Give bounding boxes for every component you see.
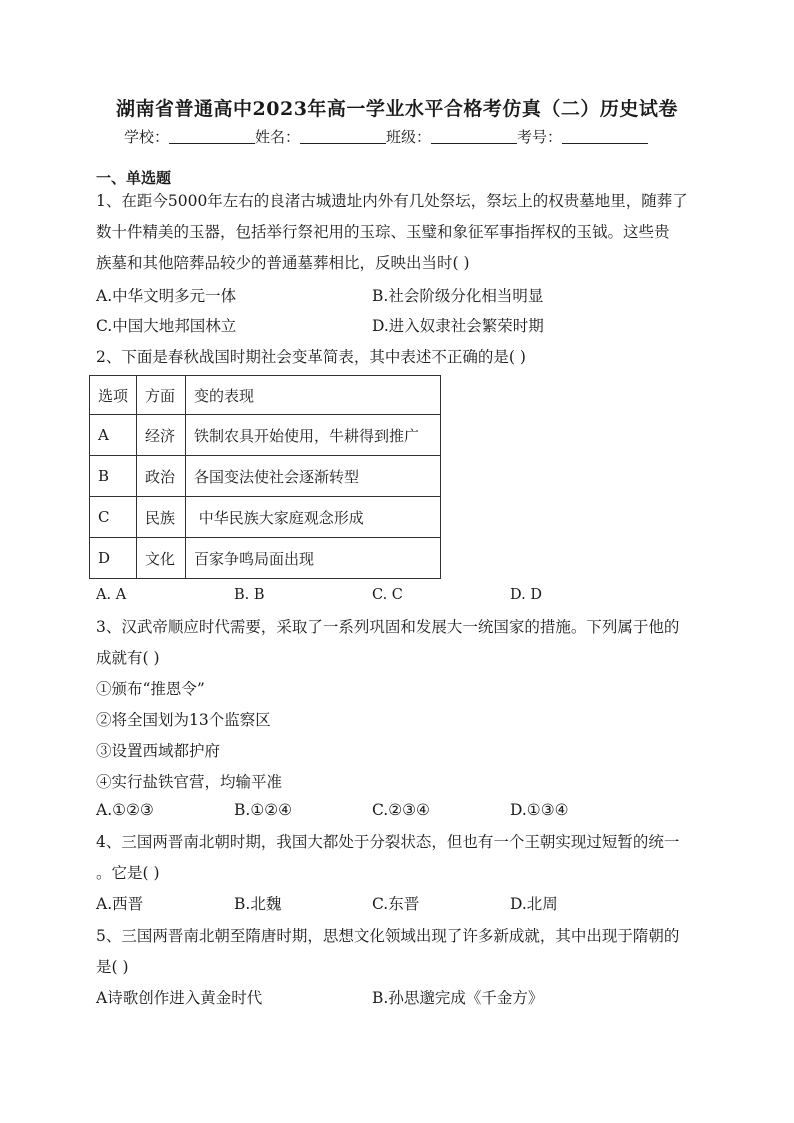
- q1-option-d: D.进入奴隶社会繁荣时期: [372, 317, 544, 335]
- q2-table: [89, 375, 441, 579]
- q2-option-a: A. A: [96, 587, 127, 603]
- q3-item: ①颁布“推恩令”: [96, 680, 205, 698]
- q3-item: ③设置西域都护府: [96, 742, 221, 760]
- table-row: [90, 497, 441, 538]
- class-blank: [431, 129, 517, 144]
- table-cell: 经济: [137, 415, 186, 456]
- q1-option-c: C.中国大地邦国林立: [96, 317, 237, 335]
- q3-option-c: C.②③④: [372, 801, 430, 819]
- table-cell: A: [90, 415, 137, 456]
- q4-option-c: C.东晋: [372, 895, 420, 913]
- table-header-cell: 变的表现: [186, 376, 441, 415]
- q5-stem-line: 5、三国两晋南北朝至隋唐时期，思想文化领域出现了许多新成就，其中出现于隋朝的: [96, 927, 680, 945]
- q2-option-d: D. D: [510, 587, 542, 603]
- q3-stem-line: 3、汉武帝顺应时代需要，采取了一系列巩固和发展大一统国家的措施。下列属于他的: [96, 618, 680, 636]
- section-title: 一、单选题: [96, 169, 172, 187]
- q1-stem-line: 1、在距今5000年左右的良渚古城遗址内外有几处祭坛，祭坛上的权贵墓地里，随葬了: [96, 192, 688, 210]
- table-cell: 民族: [137, 497, 186, 538]
- q1-option-b: B.社会阶级分化相当明显: [372, 287, 544, 305]
- q1-stem-line: 数十件精美的玉器，包括举行祭祀用的玉琮、玉璧和象征军事指挥权的玉钺。这些贵: [96, 223, 670, 241]
- table-header-cell: 方面: [137, 376, 186, 415]
- q4-stem-line: 4、三国两晋南北朝时期，我国大都处于分裂状态，但也有一个王朝实现过短暂的统一: [96, 833, 680, 851]
- table-cell: 各国变法使社会逐渐转型: [186, 456, 441, 497]
- q3-item: ②将全国划为13个监察区: [96, 711, 271, 729]
- school-label: 学校：: [124, 128, 170, 146]
- table-header-cell: 选项: [90, 376, 137, 415]
- q3-option-d: D.①③④: [510, 801, 569, 819]
- table-cell: 中华民族大家庭观念形成: [186, 497, 441, 538]
- table-row: [90, 538, 441, 579]
- q5-option-a: A诗歌创作进入黄金时代: [96, 989, 263, 1007]
- exam-title: 湖南省普通高中2023年高一学业水平合格考仿真（二）历史试卷: [116, 98, 678, 120]
- name-blank: [300, 129, 386, 144]
- q2-option-b: B. B: [234, 587, 265, 603]
- q1-stem-line: 族墓和其他陪葬品较少的普通墓葬相比，反映出当时( ): [96, 254, 470, 272]
- q3-item: ④实行盐铁官营，均输平准: [96, 773, 283, 791]
- q2-option-c: C. C: [372, 587, 403, 603]
- table-header-row: [90, 376, 441, 415]
- q3-stem-line: 成就有( ): [96, 649, 160, 667]
- table-cell: 文化: [137, 538, 186, 579]
- table-row: [90, 415, 441, 456]
- q3-option-b: B.①②④: [234, 801, 293, 819]
- table-cell: C: [90, 497, 137, 538]
- q5-option-b: B.孙思邈完成《千金方》: [372, 989, 544, 1007]
- table-cell: 政治: [137, 456, 186, 497]
- q2-stem: 2、下面是春秋战国时期社会变革简表，其中表述不正确的是( ): [96, 348, 526, 366]
- table-cell: 百家争鸣局面出现: [186, 538, 441, 579]
- q4-option-d: D.北周: [510, 895, 558, 913]
- school-blank: [169, 129, 255, 144]
- table-row: [90, 456, 441, 497]
- student-info-row: [124, 126, 648, 147]
- name-label: 姓名：: [255, 128, 301, 146]
- class-label: 班级：: [386, 128, 432, 146]
- q4-stem-line: 。它是( ): [96, 864, 160, 882]
- q5-stem-line: 是( ): [96, 958, 129, 976]
- q3-option-a: A.①②③: [96, 801, 154, 819]
- table-cell: D: [90, 538, 137, 579]
- q1-option-a: A.中华文明多元一体: [96, 287, 237, 305]
- q4-option-b: B.北魏: [234, 895, 282, 913]
- exam-no-label: 考号：: [517, 128, 563, 146]
- table-cell: B: [90, 456, 137, 497]
- table-cell: 铁制农具开始使用，牛耕得到推广: [186, 415, 441, 456]
- q4-option-a: A.西晋: [96, 895, 144, 913]
- exam-no-blank: [562, 129, 648, 144]
